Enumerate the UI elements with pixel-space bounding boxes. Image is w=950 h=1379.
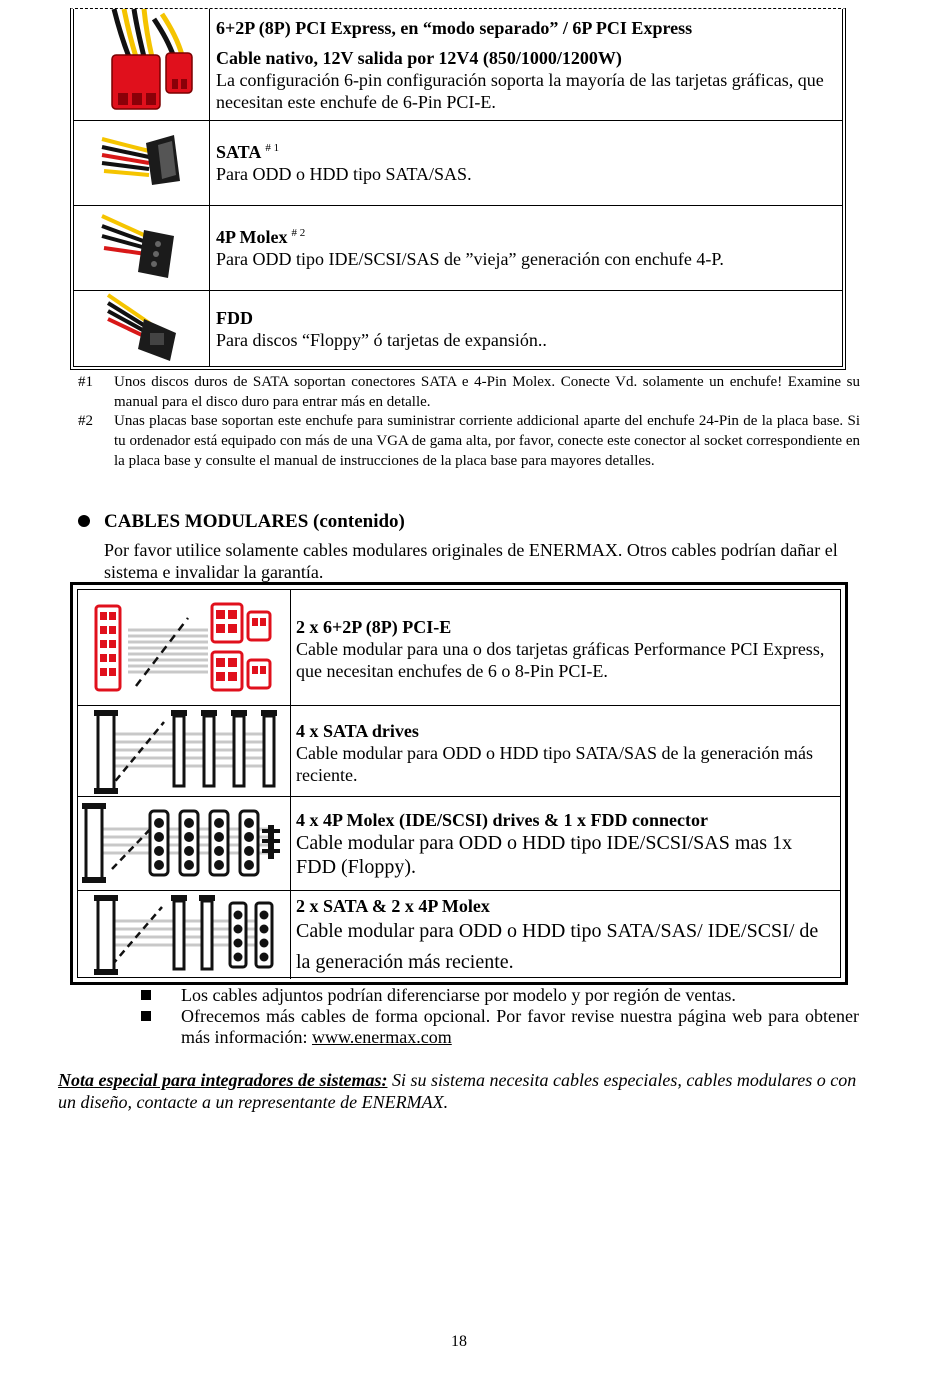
modular-cable-table (70, 582, 848, 985)
bullet-item: Los cables adjuntos podrían diferenciarse por modelo y por región de ventas. (181, 985, 736, 1005)
pcie-connector-icon (74, 9, 210, 120)
connector-description: Para ODD o HDD tipo SATA/SAS. (216, 164, 472, 184)
connector-row-fdd (74, 291, 842, 367)
connector-description: Para discos “Floppy” ó tarjetas de expansión.. (216, 330, 547, 350)
special-note (58, 1069, 858, 1113)
modular-row-sata-molex (78, 891, 840, 979)
footnote-2 (78, 411, 860, 491)
cable-title: 4 x 4P Molex (IDE/SCSI) drives & 1 x FDD connector (296, 810, 708, 830)
footnote-text: Unos discos duros de SATA soportan conectores SATA e 4-Pin Molex. Conecte Vd. solamente un enchufe! Examine su manual para el disco duro para entrar más en detalle. (114, 374, 860, 410)
footnote-ref: # 1 (265, 142, 280, 154)
footnote-1 (78, 372, 860, 412)
connector-row-sata (74, 121, 842, 206)
modular-row-pcie (78, 590, 840, 706)
cable-title: 2 x 6+2P (8P) PCI-E (296, 617, 452, 637)
fdd-connector-icon (74, 291, 210, 367)
connector-row-pcie (74, 9, 842, 121)
footnote-text: Unas placas base soportan este enchufe para suministrar corriente addicional aparte del enchufe 24-Pin de la placa base. Si tu ordenador está equipado con más de una VGA de gama alta, por favor, conecte este conector al socket correspondiente en la placa base y consulte el manual de instrucciones de la placa base para mayores detalles. (114, 413, 860, 469)
molex-modular-cable-icon (78, 797, 291, 890)
bullet-item: Ofrecemos más cables de forma opcional. Por favor revise nuestra página web para obtener más información: www.enermax.com (181, 1006, 859, 1047)
cable-description-line-2: la generación más reciente. (296, 951, 514, 973)
connector-description: La configuración 6-pin configuración soporta la mayoría de las tarjetas gráficas, que necesitan este enchufe de 6-Pin PCI-E. (216, 70, 824, 112)
page-number: 18 (451, 1333, 467, 1350)
cable-title: 4 x SATA drives (296, 721, 419, 741)
square-bullet-icon (141, 990, 151, 1000)
connector-title: 4P Molex (216, 227, 288, 247)
pcie-modular-cable-icon (78, 590, 291, 705)
sata-modular-cable-icon (78, 706, 291, 796)
connector-table (70, 8, 846, 370)
connector-description: Para ODD tipo IDE/SCSI/SAS de ”vieja” generación con enchufe 4-P. (216, 249, 724, 269)
square-bullet-icon (141, 1011, 151, 1021)
connector-title: 6+2P (8P) PCI Express, en “modo separado” / 6P PCI Express (216, 18, 693, 38)
modular-row-sata (78, 706, 840, 797)
molex-connector-icon (74, 206, 210, 290)
note-text: Si su sistema necesita cables especiales, cables modulares o con un diseño, contacte a un representante de ENERMAX. (58, 1070, 857, 1112)
modular-row-molex (78, 797, 840, 891)
bullet-dot-icon (78, 515, 90, 527)
sata-molex-modular-cable-icon (78, 891, 291, 979)
cable-description: Cable modular para una o dos tarjetas gráficas Performance PCI Express, que necesitan enchufes de 6 o 8-Pin PCI-E. (296, 639, 825, 681)
cable-description: Cable modular para ODD o HDD tipo IDE/SCSI/SAS mas 1x FDD (Floppy). (296, 832, 793, 878)
footnote-mark: #1 (78, 374, 93, 390)
cable-description-line-1: Cable modular para ODD o HDD tipo SATA/SAS/ IDE/SCSI/ de (296, 920, 819, 942)
connector-row-molex (74, 206, 842, 291)
section-title: CABLES MODULARES (contenido) (104, 511, 405, 532)
sata-connector-icon (74, 121, 210, 205)
footnote-ref: # 2 (291, 227, 306, 239)
footnote-mark: #2 (78, 413, 93, 429)
cable-title: 2 x SATA & 2 x 4P Molex (296, 896, 490, 916)
enermax-website-link[interactable]: www.enermax.com (311, 1027, 452, 1047)
connector-title: SATA (216, 142, 262, 162)
connector-title: FDD (216, 308, 253, 328)
cable-description: Cable modular para ODD o HDD tipo SATA/SAS de la generación más reciente. (296, 743, 813, 785)
section-intro: Por favor utilice solamente cables modulares originales de ENERMAX. Otros cables podrían dañar el sistema e invalidar la garantía. (104, 540, 838, 582)
note-title: Nota especial para integradores de sistemas: (58, 1070, 388, 1090)
connector-subtitle: Cable nativo, 12V salida por 12V4 (850/1000/1200W) (216, 48, 622, 68)
